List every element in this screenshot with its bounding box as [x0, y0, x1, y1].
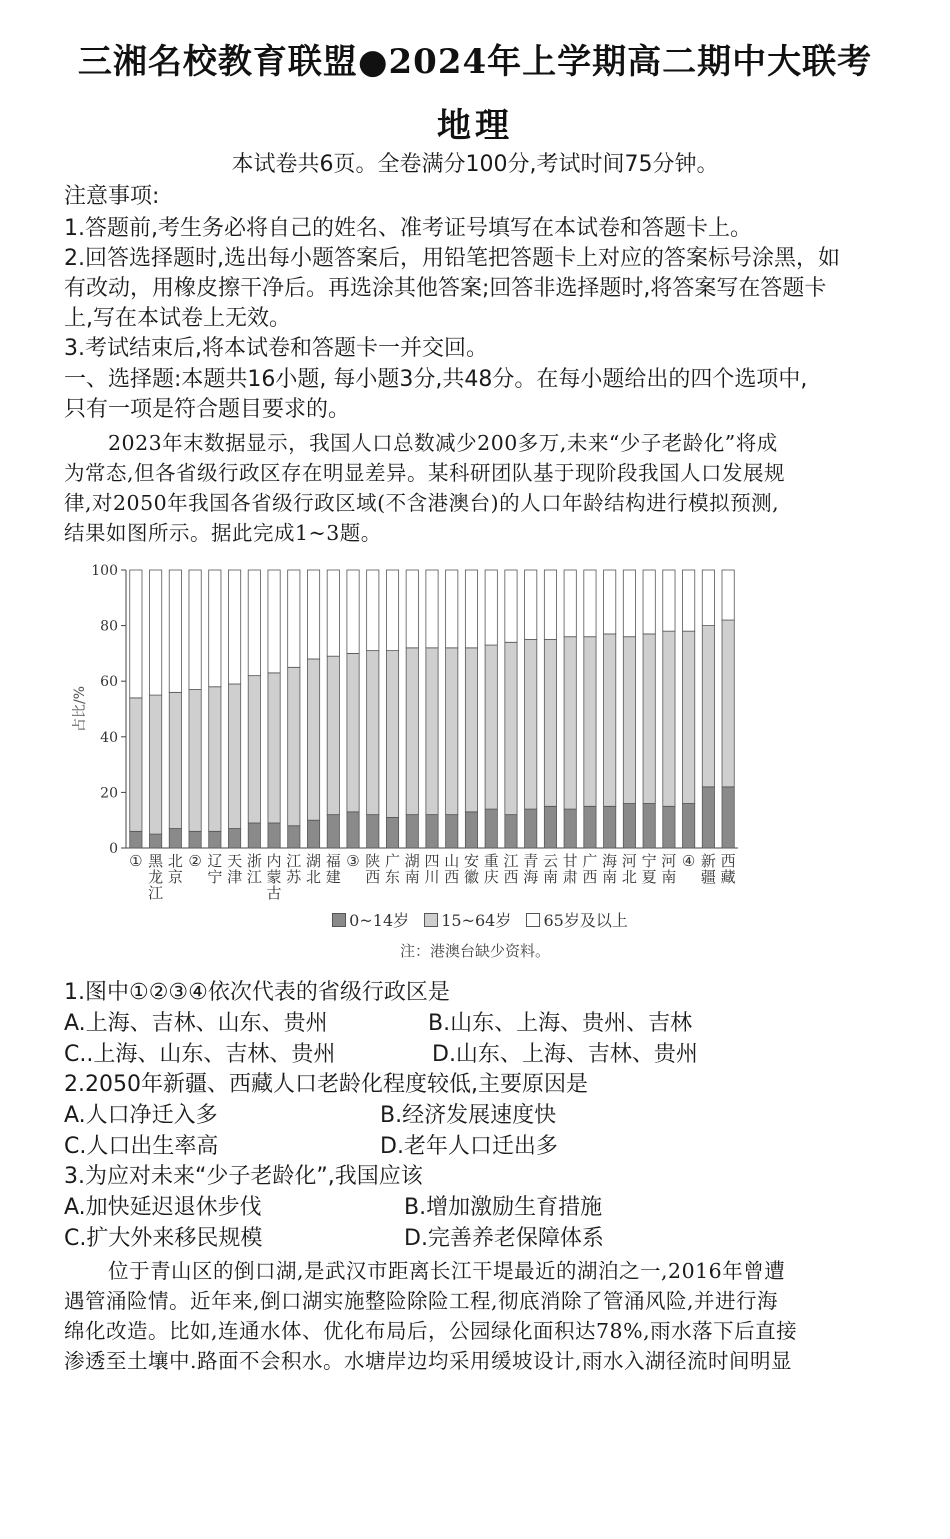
- x-tick-label: 内蒙古: [266, 852, 282, 902]
- y-tick-label: 20: [100, 785, 118, 802]
- y-tick-label: 100: [91, 563, 118, 579]
- bar-segment-0-14: [505, 815, 517, 848]
- x-tick-label: 宁夏: [641, 852, 657, 886]
- bar-segment-15-64: [446, 648, 458, 815]
- bar-segment-0-14: [544, 806, 556, 848]
- bar-segment-65plus: [149, 570, 161, 695]
- bar-segment-65plus: [663, 570, 675, 631]
- bar-segment-0-14: [604, 806, 616, 848]
- x-tick-label: 北京: [167, 852, 183, 886]
- bar-segment-15-64: [623, 637, 635, 804]
- legend-label: 65岁及以上: [543, 911, 628, 930]
- bar-segment-65plus: [169, 570, 181, 692]
- y-axis-label: 占比/%: [72, 685, 88, 733]
- x-tick-label: 广西: [582, 852, 598, 886]
- x-tick-label: 湖南: [404, 852, 420, 886]
- x-tick-label: 云南: [542, 852, 558, 886]
- x-tick-label: 陕西: [365, 852, 381, 886]
- option-a: A.人口净迁入多: [64, 1103, 218, 1128]
- option-d: D.完善养老保障体系: [404, 1226, 604, 1251]
- bar-segment-65plus: [544, 570, 556, 640]
- bar-segment-15-64: [406, 648, 418, 815]
- bar-segment-0-14: [248, 823, 260, 848]
- bar-segment-65plus: [604, 570, 616, 634]
- bar-segment-0-14: [288, 826, 300, 848]
- legend-label: 15~64岁: [441, 911, 512, 930]
- bar-segment-0-14: [327, 815, 339, 848]
- bar-segment-15-64: [347, 653, 359, 811]
- bar-segment-0-14: [683, 804, 695, 848]
- exam-info: 本试卷共6页。全卷满分100分,考试时间75分钟。: [231, 152, 719, 177]
- x-tick-label: 广东: [385, 852, 401, 886]
- section-heading: 一、选择题:本题共16小题, 每小题3分,共48分。在每小题给出的四个选项中,: [64, 367, 808, 392]
- bar-segment-15-64: [248, 676, 260, 823]
- question-stem: 2.2050年新疆、西藏人口老龄化程度较低,主要原因是: [64, 1072, 588, 1097]
- bar-segment-65plus: [643, 570, 655, 634]
- legend-swatch-15-64: [424, 913, 438, 927]
- y-tick-label: 0: [109, 841, 118, 857]
- x-tick-label: 江苏: [286, 852, 302, 886]
- bar-segment-0-14: [426, 815, 438, 848]
- bar-segment-65plus: [426, 570, 438, 648]
- x-tick-label: 山西: [444, 852, 460, 886]
- y-tick-label: 40: [100, 729, 118, 746]
- legend-label: 0~14岁: [349, 911, 410, 930]
- bar-segment-0-14: [406, 815, 418, 848]
- bar-segment-15-64: [722, 620, 734, 787]
- passage-line: 渗透至土壤中.路面不会积水。水塘岸边均采用缓坡设计,雨水入湖径流时间明显: [64, 1349, 793, 1373]
- bar-segment-65plus: [623, 570, 635, 637]
- section-heading-cont: 只有一项是符合题目要求的。: [64, 397, 351, 422]
- x-tick-label: 青海: [523, 852, 539, 886]
- x-tick-label: 湖北: [306, 852, 322, 886]
- bar-segment-65plus: [505, 570, 517, 642]
- bar-segment-15-64: [544, 640, 556, 807]
- bar-segment-0-14: [722, 787, 734, 848]
- bar-segment-15-64: [702, 626, 714, 787]
- bar-segment-0-14: [465, 812, 477, 848]
- x-tick-label: 河南: [661, 852, 677, 886]
- option-c: C..上海、山东、吉林、贵州: [64, 1042, 336, 1067]
- x-tick-label: 新疆: [700, 852, 716, 886]
- option-b: B.山东、上海、贵州、吉林: [428, 1011, 693, 1036]
- passage-line: 绵化改造。比如,连通水体、优化布局后，公园绿化面积达78%,雨水落下后直接: [64, 1319, 798, 1343]
- bar-segment-0-14: [209, 831, 221, 848]
- subject-title: 地理: [437, 106, 513, 146]
- bar-segment-15-64: [288, 667, 300, 825]
- chart-legend: [0, 908, 950, 931]
- bar-segment-65plus: [367, 570, 379, 651]
- x-tick-label: 福建: [325, 852, 341, 886]
- bar-segment-65plus: [465, 570, 477, 648]
- x-tick-label: 江西: [503, 852, 519, 886]
- bar-segment-15-64: [386, 651, 398, 818]
- bar-segment-65plus: [248, 570, 260, 676]
- bar-segment-65plus: [485, 570, 497, 645]
- bar-segment-15-64: [564, 637, 576, 809]
- bar-segment-65plus: [525, 570, 537, 640]
- bar-segment-65plus: [268, 570, 280, 673]
- passage-line: 遇管涌险情。近年来,倒口湖实施整险除险工程,彻底消除了管涌风险,并进行海: [64, 1289, 779, 1313]
- x-tick-label: 辽宁: [207, 852, 223, 886]
- notice-line: 有改动，用橡皮擦干净后。再选涂其他答案;回答非选择题时,将答案写在答题卡: [64, 276, 827, 301]
- bar-segment-65plus: [702, 570, 714, 626]
- bar-segment-65plus: [288, 570, 300, 667]
- bar-segment-65plus: [446, 570, 458, 648]
- question-stem: 1.图中①②③④依次代表的省级行政区是: [64, 980, 450, 1005]
- population-age-structure-chart: [60, 556, 760, 906]
- x-tick-label: 重庆: [483, 852, 499, 886]
- bar-segment-15-64: [189, 690, 201, 832]
- bar-segment-0-14: [663, 806, 675, 848]
- option-c: C.人口出生率高: [64, 1134, 219, 1159]
- bar-segment-0-14: [367, 815, 379, 848]
- x-tick-label: ②: [188, 852, 202, 870]
- passage-line: 2023年末数据显示，我国人口总数减少200多万,未来“少子老龄化”将成: [108, 431, 778, 455]
- bar-segment-65plus: [189, 570, 201, 690]
- bar-segment-65plus: [130, 570, 142, 698]
- bar-segment-0-14: [347, 812, 359, 848]
- bar-segment-15-64: [485, 645, 497, 809]
- bar-segment-15-64: [149, 695, 161, 834]
- bar-segment-15-64: [426, 648, 438, 815]
- bar-segment-15-64: [169, 692, 181, 828]
- x-tick-label: 四川: [424, 852, 440, 886]
- bar-segment-0-14: [446, 815, 458, 848]
- x-tick-label: ③: [346, 852, 360, 870]
- passage-line: 位于青山区的倒口湖,是武汉市距离长江干堤最近的湖泊之一,2016年曾遭: [108, 1259, 786, 1283]
- bar-segment-0-14: [169, 829, 181, 848]
- x-tick-label: 西藏: [720, 852, 736, 886]
- bar-segment-0-14: [702, 787, 714, 848]
- notice-line: 1.答题前,考生务必将自己的姓名、准考证号填写在本试卷和答题卡上。: [64, 216, 752, 241]
- x-tick-label: 甘肃: [562, 852, 578, 886]
- bar-segment-15-64: [525, 640, 537, 810]
- x-tick-label: 海南: [602, 852, 618, 886]
- bar-segment-15-64: [465, 648, 477, 812]
- bar-segment-65plus: [722, 570, 734, 620]
- bar-segment-15-64: [367, 651, 379, 815]
- bar-segment-65plus: [683, 570, 695, 631]
- bar-segment-15-64: [307, 659, 319, 820]
- option-a: A.加快延迟退休步伐: [64, 1195, 262, 1220]
- bar-segment-65plus: [228, 570, 240, 684]
- bar-segment-65plus: [327, 570, 339, 656]
- question-stem: 3.为应对未来“少子老龄化”,我国应该: [64, 1164, 423, 1189]
- bar-segment-0-14: [623, 804, 635, 848]
- bar-segment-0-14: [268, 823, 280, 848]
- bar-segment-15-64: [505, 642, 517, 814]
- passage-line: 结果如图所示。据此完成1~3题。: [64, 521, 382, 545]
- bar-segment-0-14: [307, 820, 319, 848]
- bar-segment-65plus: [406, 570, 418, 648]
- bar-segment-0-14: [643, 804, 655, 848]
- bar-segment-15-64: [643, 634, 655, 804]
- bar-segment-65plus: [386, 570, 398, 651]
- bar-segment-15-64: [604, 634, 616, 806]
- x-tick-label: 天津: [227, 852, 243, 886]
- x-tick-label: 浙江: [246, 852, 262, 886]
- y-tick-label: 60: [100, 674, 118, 691]
- legend-swatch-0-14: [332, 913, 346, 927]
- bar-segment-65plus: [347, 570, 359, 653]
- x-tick-label: 安徽: [463, 852, 479, 886]
- bar-segment-0-14: [485, 809, 497, 848]
- option-d: D.老年人口迁出多: [380, 1134, 558, 1159]
- bar-segment-15-64: [584, 637, 596, 807]
- bar-segment-15-64: [268, 673, 280, 823]
- bar-segment-15-64: [683, 631, 695, 803]
- y-tick-label: 80: [100, 618, 118, 635]
- bar-segment-15-64: [209, 687, 221, 832]
- bar-segment-65plus: [307, 570, 319, 659]
- notice-line: 2.回答选择题时,选出每小题答案后，用铅笔把答题卡上对应的答案标号涂黑，如: [64, 246, 840, 271]
- bar-segment-0-14: [130, 831, 142, 848]
- x-tick-label: ④: [681, 852, 696, 870]
- bar-segment-15-64: [130, 698, 142, 831]
- bar-segment-65plus: [584, 570, 596, 637]
- notice-line: 3.考试结束后,将本试卷和答题卡一并交回。: [64, 336, 488, 361]
- bar-segment-15-64: [228, 684, 240, 829]
- bar-segment-65plus: [209, 570, 221, 687]
- bar-segment-0-14: [525, 809, 537, 848]
- bar-segment-0-14: [149, 834, 161, 848]
- legend-swatch-65plus: [526, 913, 540, 927]
- option-a: A.上海、吉林、山东、贵州: [64, 1011, 328, 1036]
- exam-title: 三湘名校教育联盟●2024年上学期高二期中大联考: [77, 42, 873, 82]
- option-b: B.增加激励生育措施: [404, 1195, 603, 1220]
- bar-segment-0-14: [386, 817, 398, 848]
- bar-segment-65plus: [564, 570, 576, 637]
- bar-segment-0-14: [228, 829, 240, 848]
- notice-heading: 注意事项:: [64, 184, 160, 209]
- passage-line: 为常态,但各省级行政区存在明显差异。某科研团队基于现阶段我国人口发展规: [64, 461, 786, 485]
- bar-segment-0-14: [189, 831, 201, 848]
- notice-line: 上,写在本试卷上无效。: [64, 306, 291, 331]
- option-d: D.山东、上海、吉林、贵州: [432, 1042, 698, 1067]
- bar-segment-0-14: [564, 809, 576, 848]
- x-tick-label: 黑龙江: [148, 852, 164, 902]
- bar-segment-15-64: [663, 631, 675, 806]
- option-b: B.经济发展速度快: [380, 1103, 557, 1128]
- chart-note: 注：港澳台缺少资料。: [399, 942, 550, 960]
- passage-line: 律,对2050年我国各省级行政区域(不含港澳台)的人口年龄结构进行模拟预测,: [64, 491, 780, 515]
- bar-segment-15-64: [327, 656, 339, 814]
- option-c: C.扩大外来移民规模: [64, 1226, 263, 1251]
- x-tick-label: 河北: [621, 852, 637, 886]
- x-tick-label: ①: [129, 852, 143, 870]
- bar-segment-0-14: [584, 806, 596, 848]
